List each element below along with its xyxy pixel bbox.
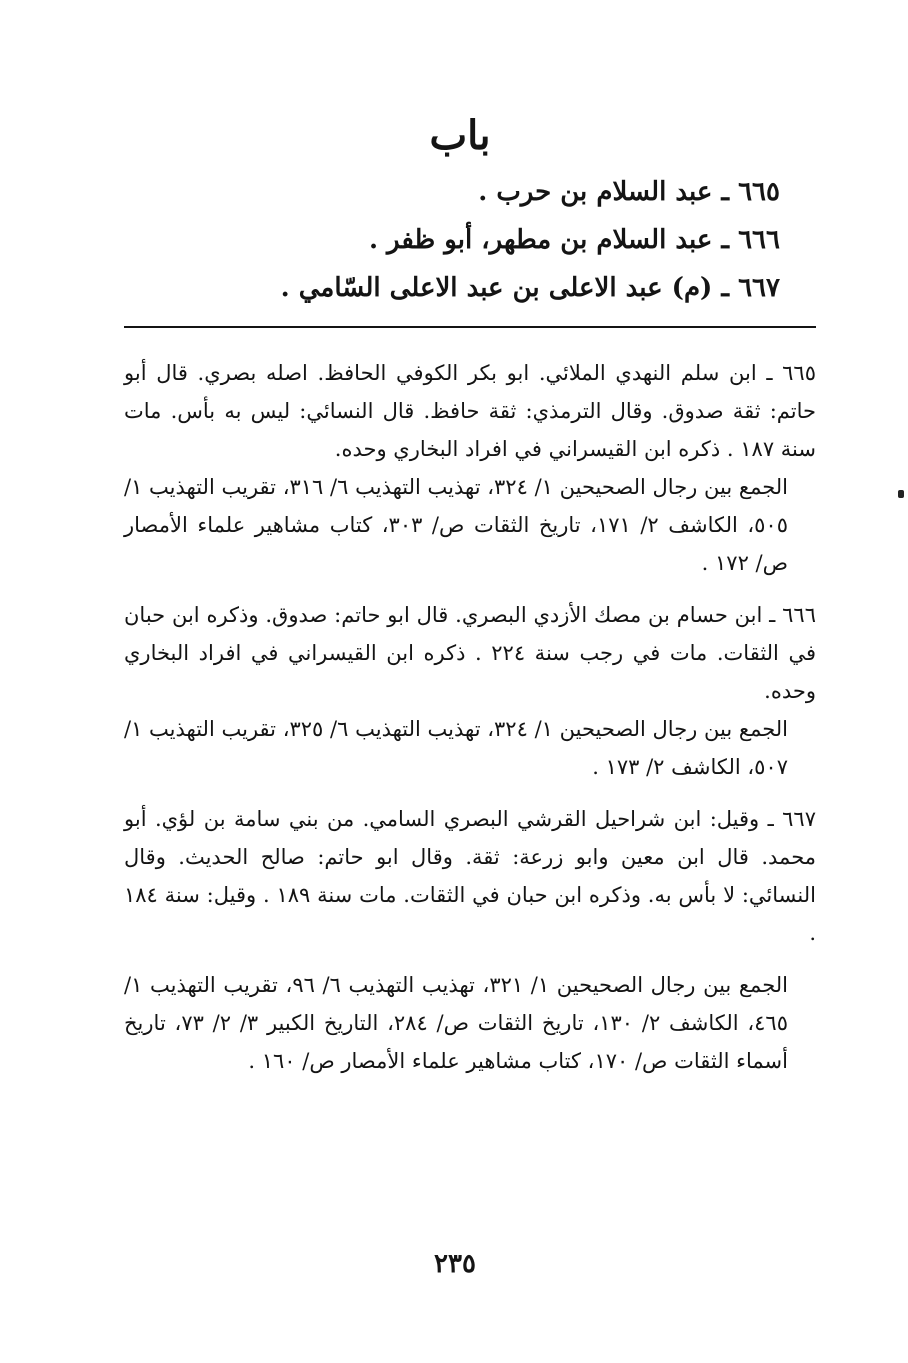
footnote-667: [124, 800, 816, 1080]
footnote-665: [124, 354, 816, 582]
footnote-667-body: ٦٦٧ ـ وقيل: ابن شراحيل القرشي البصري السامي. من بني سامة بن لؤي. أبو محمد. قال ابن معين وابو زرعة: ثقة. وقال ابو حاتم: صالح الحديث. وقال النسائي: لا بأس به. وذكره ابن حبان في الثقات. مات سنة ١٨٩ . وقيل: سنة ١٨٤ .: [124, 807, 816, 945]
footnotes: [124, 354, 816, 1080]
entry-item-666: ٦٦٦ ـ عبد السلام بن مطهر، أبو ظفر .: [368, 225, 780, 255]
chapter-heading: باب: [429, 112, 491, 159]
footnote-666-body: ٦٦٦ ـ ابن حسام بن مصك الأزدي البصري. قال ابو حاتم: صدوق. وذكره ابن حبان في الثقات. مات في رجب سنة ٢٢٤ . ذكره ابن القيسراني في افراد البخاري وحده.: [124, 603, 816, 703]
footnote-665-body: ٦٦٥ ـ ابن سلم النهدي الملائي. ابو بكر الكوفي الحافظ. اصله بصري. قال أبو حاتم: ثقة صدوق. وقال الترمذي: ثقة حافظ. قال النسائي: ليس به بأس. مات سنة ١٨٧ . ذكره ابن القيسراني في افراد البخاري وحده.: [124, 361, 816, 461]
footnote-666: [124, 596, 816, 786]
footnote-666-sources: الجمع بين رجال الصحيحين ١/ ٣٢٤، تهذيب التهذيب ٦/ ٣٢٥، تقريب التهذيب ١/ ٥٠٧، الكاشف ٢/ ١٧٣ .: [124, 717, 788, 779]
entry-list: [250, 168, 780, 312]
scan-mark: [898, 490, 904, 498]
footnote-665-sources: الجمع بين رجال الصحيحين ١/ ٣٢٤، تهذيب التهذيب ٦/ ٣١٦، تقريب التهذيب ١/ ٥٠٥، الكاشف ٢/ ١٧١، تاريخ الثقات ص/ ٣٠٣، كتاب مشاهير علماء الأمصار ص/ ١٧٢ .: [124, 475, 788, 575]
entry-item-665: ٦٦٥ ـ عبد السلام بن حرب .: [478, 177, 780, 207]
footnote-divider: [124, 326, 816, 328]
entry-item-667: ٦٦٧ ـ (م) عبد الاعلى بن عبد الاعلى السّامي .: [280, 273, 780, 303]
footnote-667-sources: الجمع بين رجال الصحيحين ١/ ٣٢١، تهذيب التهذيب ٦/ ٩٦، تقريب التهذيب ١/ ٤٦٥، الكاشف ٢/ ١٣٠، تاريخ الثقات ص/ ٢٨٤، التاريخ الكبير ٣/ ٢/ ٧٣، تاريخ أسماء الثقات ص/ ١٧٠، كتاب مشاهير علماء الأمصار ص/ ١٦٠ .: [124, 973, 788, 1073]
page-number: ٢٣٥: [434, 1249, 476, 1279]
